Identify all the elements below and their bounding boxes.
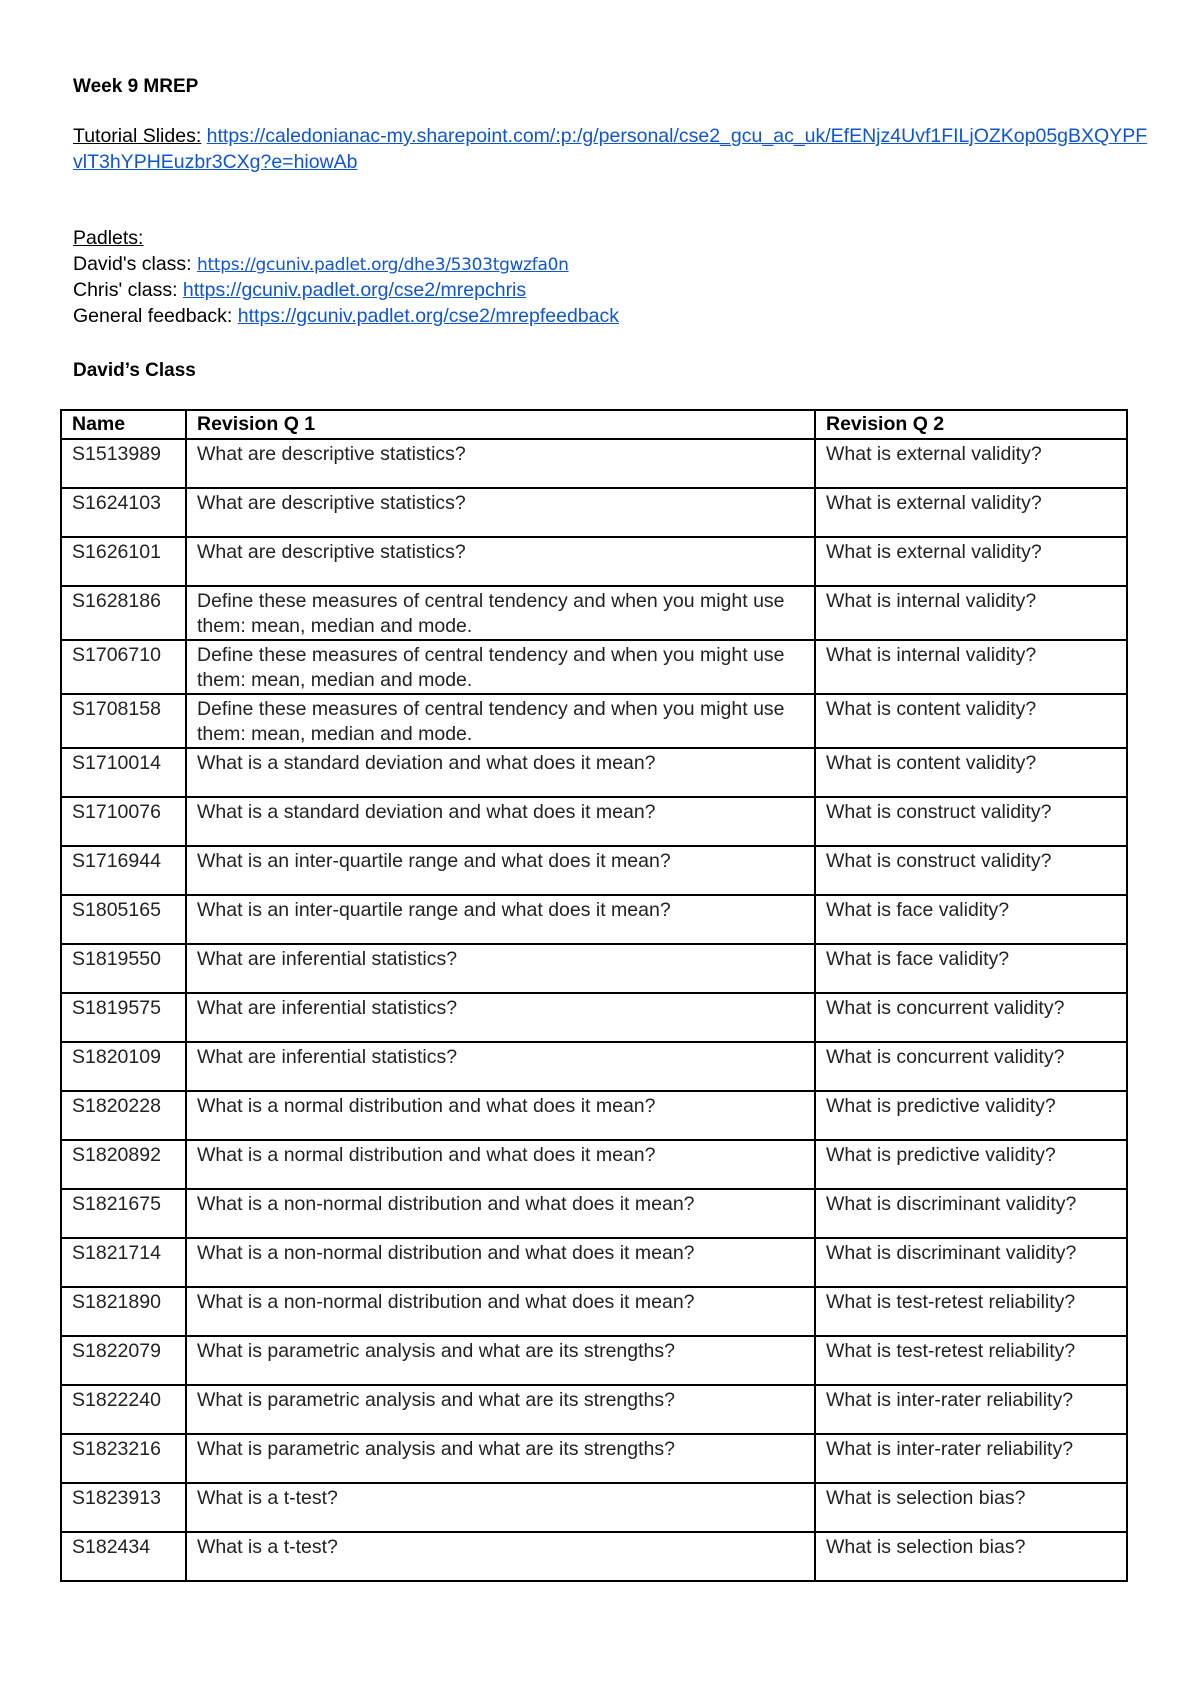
revision-q2-cell: What is external validity? [815,439,1127,488]
header-revision-q1: Revision Q 1 [186,410,815,439]
tutorial-slides-line [73,124,1153,175]
padlet-general-label: General feedback: [73,304,238,327]
revision-q1-cell: What is a non-normal distribution and what does it mean? [186,1189,815,1238]
table-row [61,1483,1127,1532]
table-row [61,748,1127,797]
padlet-chris [73,278,1153,304]
page-title: Week 9 MREP [73,76,199,97]
revision-table [60,409,1128,1582]
revision-q1-cell: What are descriptive statistics? [186,488,815,537]
student-id-cell: S1820228 [61,1091,186,1140]
table-row [61,537,1127,586]
table-row [61,1287,1127,1336]
student-id-cell: S1624103 [61,488,186,537]
table-row [61,1140,1127,1189]
table-row [61,846,1127,895]
padlet-david-label: David's class: [73,252,198,275]
student-id-cell: S1708158 [61,694,186,748]
padlet-general-link[interactable]: https://gcuniv.padlet.org/cse2/mrepfeedback [237,304,619,327]
padlets-heading: Padlets: [73,227,144,249]
revision-q1-cell: What are descriptive statistics? [186,439,815,488]
table-row [61,586,1127,640]
revision-q1-cell: What is a normal distribution and what does it mean? [186,1140,815,1189]
table-row [61,488,1127,537]
student-id-cell: S1821714 [61,1238,186,1287]
revision-q2-cell: What is concurrent validity? [815,993,1127,1042]
revision-q2-cell: What is construct validity? [815,846,1127,895]
padlet-chris-label: Chris' class: [73,279,183,301]
table-row [61,1091,1127,1140]
student-id-cell: S1819550 [61,944,186,993]
revision-q1-cell: What is parametric analysis and what are its strengths? [186,1385,815,1434]
header-revision-q2: Revision Q 2 [815,410,1127,439]
revision-q2-cell: What is test-retest reliability? [815,1287,1127,1336]
padlet-general [73,304,1153,330]
student-id-cell: S1823216 [61,1434,186,1483]
student-id-cell: S1805165 [61,895,186,944]
padlet-chris-link[interactable]: https://gcuniv.padlet.org/cse2/mrepchris [182,279,527,301]
table-row [61,1532,1127,1581]
table-row [61,1336,1127,1385]
revision-q2-cell: What is inter-rater reliability? [815,1385,1127,1434]
table-body [61,439,1127,1581]
table-row [61,1189,1127,1238]
table-row [61,439,1127,488]
student-id-cell: S1710076 [61,797,186,846]
revision-q1-cell: What is an inter-quartile range and what does it mean? [186,846,815,895]
revision-q1-cell: What is a normal distribution and what does it mean? [186,1091,815,1140]
table-row [61,944,1127,993]
student-id-cell: S1513989 [61,439,186,488]
student-id-cell: S1821890 [61,1287,186,1336]
tutorial-slides-label: Tutorial Slides: [73,125,202,147]
student-id-cell: S1823913 [61,1483,186,1532]
table-row [61,640,1127,694]
revision-q2-cell: What is external validity? [815,537,1127,586]
student-id-cell: S1820892 [61,1140,186,1189]
student-id-cell: S1626101 [61,537,186,586]
revision-q2-cell: What is selection bias? [815,1532,1127,1581]
revision-q2-cell: What is predictive validity? [815,1140,1127,1189]
revision-q2-cell: What is selection bias? [815,1483,1127,1532]
student-id-cell: S1819575 [61,993,186,1042]
student-id-cell: S1820109 [61,1042,186,1091]
table-row [61,797,1127,846]
revision-q2-cell: What is discriminant validity? [815,1189,1127,1238]
revision-q2-cell: What is inter-rater reliability? [815,1434,1127,1483]
table-row [61,1238,1127,1287]
revision-q1-cell: What is parametric analysis and what are its strengths? [186,1336,815,1385]
table-row [61,1434,1127,1483]
revision-q2-cell: What is construct validity? [815,797,1127,846]
student-id-cell: S182434 [61,1532,186,1581]
revision-q1-cell: What are inferential statistics? [186,944,815,993]
padlet-david [73,252,1153,279]
header-name: Name [61,410,186,439]
student-id-cell: S1822240 [61,1385,186,1434]
revision-q2-cell: What is discriminant validity? [815,1238,1127,1287]
revision-q2-cell: What is content validity? [815,694,1127,748]
student-id-cell: S1822079 [61,1336,186,1385]
table-row [61,993,1127,1042]
revision-q1-cell: What are descriptive statistics? [186,537,815,586]
revision-q2-cell: What is external validity? [815,488,1127,537]
revision-q2-cell: What is internal validity? [815,640,1127,694]
student-id-cell: S1716944 [61,846,186,895]
student-id-cell: S1706710 [61,640,186,694]
revision-q2-cell: What is face validity? [815,895,1127,944]
revision-q1-cell: What is an inter-quartile range and what does it mean? [186,895,815,944]
revision-q1-cell: Define these measures of central tendency and when you might use them: mean, median and mode. [186,640,815,694]
padlets-section [73,226,1153,329]
tutorial-slides-link[interactable]: https://caledonianac-my.sharepoint.com/:p:/g/personal/cse2_gcu_ac_uk/EfENjz4Uvf1FILjOZKop05gBXQYPFvlT3hYPHEuzbr3CXg?e=hiowAb [73,125,1148,173]
revision-q2-cell: What is concurrent validity? [815,1042,1127,1091]
revision-q2-cell: What is content validity? [815,748,1127,797]
table-row [61,1385,1127,1434]
class-heading: David’s Class [73,360,196,381]
padlet-david-link[interactable]: https://gcuniv.padlet.org/dhe3/5303tgwzfa0n [197,254,569,275]
table-row [61,1042,1127,1091]
student-id-cell: S1628186 [61,586,186,640]
revision-q1-cell: What is a non-normal distribution and what does it mean? [186,1287,815,1336]
student-id-cell: S1710014 [61,748,186,797]
revision-q1-cell: What is parametric analysis and what are its strengths? [186,1434,815,1483]
table-header-row [61,410,1127,439]
revision-q1-cell: What is a t-test? [186,1483,815,1532]
revision-q1-cell: What are inferential statistics? [186,993,815,1042]
revision-q1-cell: What is a standard deviation and what does it mean? [186,748,815,797]
revision-q2-cell: What is internal validity? [815,586,1127,640]
revision-q1-cell: Define these measures of central tendency and when you might use them: mean, median and mode. [186,586,815,640]
revision-q1-cell: What are inferential statistics? [186,1042,815,1091]
revision-q2-cell: What is face validity? [815,944,1127,993]
revision-q1-cell: What is a standard deviation and what does it mean? [186,797,815,846]
student-id-cell: S1821675 [61,1189,186,1238]
revision-q1-cell: Define these measures of central tendency and when you might use them: mean, median and mode. [186,694,815,748]
revision-q1-cell: What is a t-test? [186,1532,815,1581]
revision-q2-cell: What is predictive validity? [815,1091,1127,1140]
table-row [61,694,1127,748]
revision-q2-cell: What is test-retest reliability? [815,1336,1127,1385]
revision-q1-cell: What is a non-normal distribution and what does it mean? [186,1238,815,1287]
table-row [61,895,1127,944]
